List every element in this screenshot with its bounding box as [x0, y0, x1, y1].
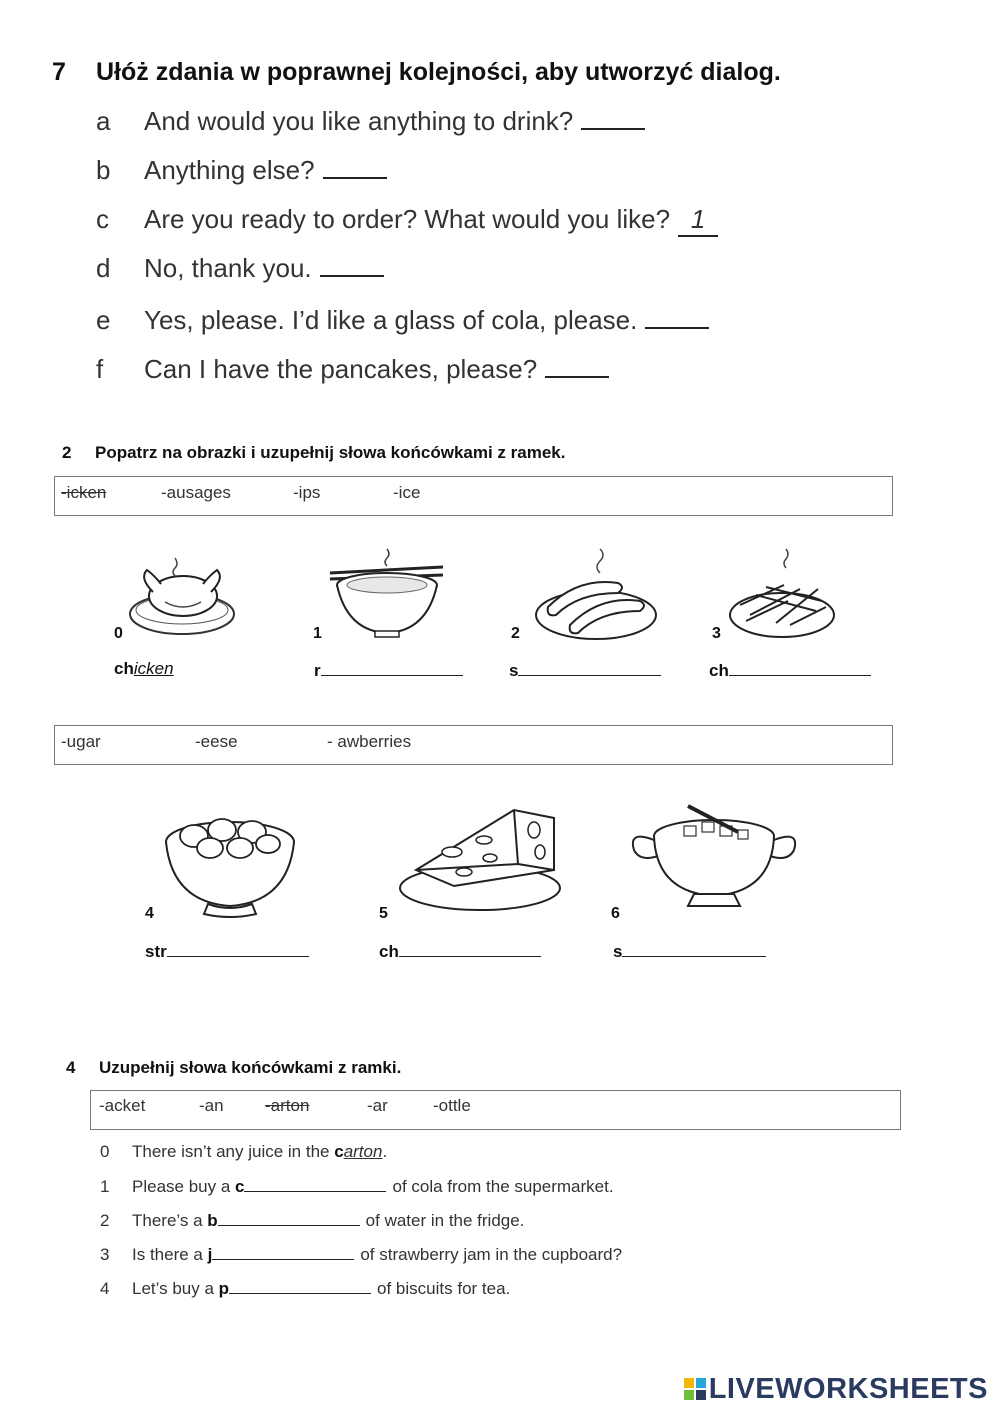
item-letter: f	[96, 354, 104, 384]
word-first-letter: c	[334, 1142, 344, 1161]
liveworksheets-mark-icon	[684, 1378, 706, 1400]
word-answer-blank[interactable]	[167, 940, 309, 957]
exercise-2-number: 2	[62, 443, 72, 462]
item-text: And would you like anything to drink?	[144, 106, 574, 136]
word-prefix: s	[613, 942, 623, 961]
sentence-0	[100, 1142, 387, 1162]
word-answer-blank[interactable]	[622, 940, 766, 957]
endings-box-3	[90, 1090, 901, 1130]
word-answer-blank[interactable]	[399, 940, 541, 957]
dialog-item-d	[96, 253, 384, 284]
dialog-item-c	[96, 204, 718, 237]
exercise-4-title: Uzupełnij słowa końcówkami z ramki.	[99, 1058, 402, 1077]
sentence-number: 3	[100, 1245, 110, 1264]
sentence-end: of strawberry jam in the cupboard?	[360, 1245, 623, 1264]
exercise-7-title: Ułóż zdania w poprawnej kolejności, aby utworzyć dialog.	[96, 58, 781, 86]
picture-number: 6	[611, 905, 620, 922]
ending: -eese	[195, 732, 238, 751]
ending-used: -arton	[265, 1096, 310, 1115]
dialog-item-b	[96, 155, 387, 186]
word-first-letter: b	[207, 1211, 218, 1230]
picture-number: 0	[114, 625, 123, 642]
picture-number: 1	[313, 625, 322, 642]
cheese-icon	[394, 800, 569, 918]
sugar-bowl-icon	[628, 800, 800, 920]
ending: -ottle	[433, 1096, 471, 1115]
word-answer-blank[interactable]	[244, 1177, 386, 1192]
word-prefix: str	[145, 942, 167, 961]
picture-number: 4	[145, 905, 154, 922]
exercise-7-number: 7	[52, 58, 66, 86]
word-chicken	[114, 659, 174, 679]
picture-number: 2	[511, 625, 520, 642]
ending: -an	[199, 1096, 224, 1115]
exercise-4-number: 4	[66, 1058, 76, 1077]
word-answer-blank[interactable]	[212, 1245, 354, 1260]
picture-number: 3	[712, 625, 721, 642]
word-first-letter: c	[235, 1177, 245, 1196]
answer-blank[interactable]	[581, 110, 645, 130]
ending-used: -icken	[61, 483, 107, 502]
picture-number: 5	[379, 905, 388, 922]
word-prefix: ch	[379, 942, 399, 961]
item-text: Are you ready to order? What would you like?	[144, 204, 671, 234]
word-cheese	[379, 940, 541, 962]
exercise-7-heading	[52, 58, 781, 87]
endings-box-2	[54, 725, 893, 765]
sentence-number: 4	[100, 1279, 110, 1298]
sausages-icon	[530, 545, 662, 645]
word-prefix: s	[509, 661, 519, 680]
word-answer-blank[interactable]	[218, 1211, 360, 1226]
item-letter: c	[96, 204, 109, 234]
word-sausages	[509, 659, 661, 681]
exercise-2-heading	[62, 443, 565, 463]
ending: -acket	[99, 1096, 146, 1115]
word-answer-blank[interactable]	[229, 1279, 371, 1294]
word-sugar	[613, 940, 766, 962]
answer-blank[interactable]	[320, 257, 384, 277]
sentence-end: of biscuits for tea.	[377, 1279, 511, 1298]
strawberries-bowl-icon	[160, 800, 300, 920]
word-first-letter: p	[218, 1279, 230, 1298]
sentence-number: 2	[100, 1211, 110, 1230]
answer-blank[interactable]	[323, 159, 387, 179]
item-text: Yes, please. I’d like a glass of cola, please.	[144, 305, 638, 335]
sentence-start: There’s a	[132, 1211, 208, 1230]
sentence-end: of cola from the supermarket.	[392, 1177, 614, 1196]
word-chips	[709, 659, 871, 681]
sentence-1	[100, 1177, 614, 1197]
dialog-item-f	[96, 354, 609, 385]
rice-bowl-icon	[325, 545, 450, 645]
sentence-start: Please buy a	[132, 1177, 236, 1196]
sentence-end: of water in the fridge.	[365, 1211, 525, 1230]
item-letter: b	[96, 155, 111, 185]
ending: -ar	[367, 1096, 388, 1115]
sentence-start: There isn’t any juice in the	[132, 1142, 335, 1161]
roast-chicken-icon	[125, 552, 240, 642]
item-letter: e	[96, 305, 111, 335]
ending: -ausages	[161, 483, 231, 502]
word-answer[interactable]: icken	[133, 659, 174, 678]
item-text: Anything else?	[144, 155, 315, 185]
ending: - awberries	[327, 732, 412, 751]
word-rice	[314, 659, 463, 681]
sentence-start: Let’s buy a	[132, 1279, 219, 1298]
word-answer-blank[interactable]	[321, 659, 463, 676]
answer-blank[interactable]	[645, 309, 709, 329]
exercise-2-title: Popatrz na obrazki i uzupełnij słowa końcówkami z ramek.	[95, 443, 566, 462]
word-strawberries	[145, 940, 309, 962]
exercise-4-heading	[66, 1058, 401, 1078]
item-text: No, thank you.	[144, 253, 312, 283]
word-prefix: ch	[709, 661, 729, 680]
item-text: Can I have the pancakes, please?	[144, 354, 538, 384]
sentence-end: .	[382, 1142, 388, 1161]
sentence-number: 0	[100, 1142, 110, 1161]
sentence-number: 1	[100, 1177, 110, 1196]
ending: -ips	[293, 483, 321, 502]
liveworksheets-logo	[684, 1373, 988, 1406]
answer-blank[interactable]	[545, 358, 609, 378]
answer-blank-filled[interactable]: 1	[678, 204, 718, 237]
dialog-item-e	[96, 305, 709, 336]
word-prefix: r	[314, 661, 321, 680]
sentence-3	[100, 1245, 622, 1265]
word-answer-blank[interactable]	[729, 659, 871, 676]
sentence-4	[100, 1279, 510, 1299]
dialog-item-a	[96, 106, 645, 137]
word-first-letter: j	[207, 1245, 213, 1264]
item-letter: a	[96, 106, 111, 136]
word-answer-blank[interactable]	[518, 659, 661, 676]
ending: -ugar	[61, 732, 101, 751]
endings-box-1	[54, 476, 893, 516]
logo-text: LIVEWORKSHEETS	[708, 1373, 988, 1405]
ending: -ice	[393, 483, 421, 502]
word-answer[interactable]: arton	[343, 1142, 383, 1161]
sentence-start: Is there a	[132, 1245, 208, 1264]
word-prefix: ch	[114, 659, 134, 678]
item-letter: d	[96, 253, 111, 283]
chips-icon	[726, 545, 838, 645]
sentence-2	[100, 1211, 524, 1231]
